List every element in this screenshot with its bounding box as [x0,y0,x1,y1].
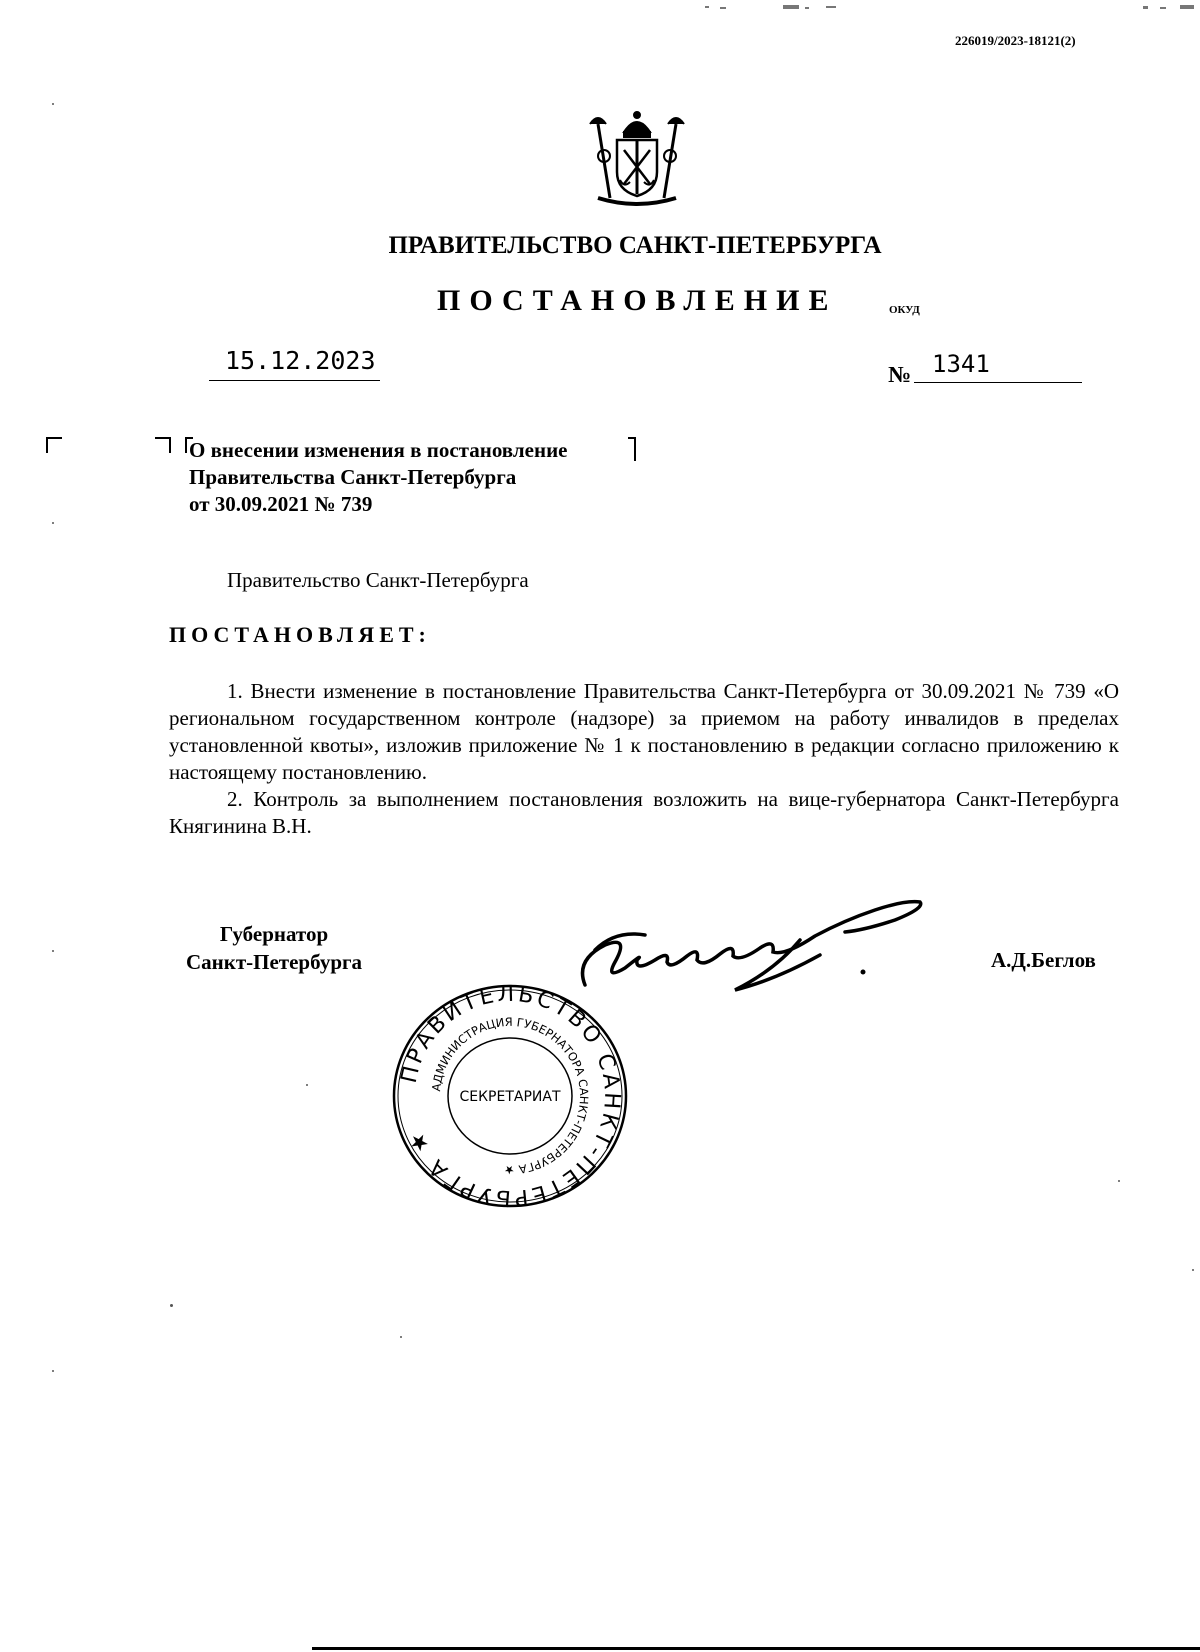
corner-mark [46,437,62,453]
scan-noise-top [0,0,1200,8]
signatory-title [169,920,379,976]
corner-mark [155,437,171,453]
subject-line: от 30.09.2021 № 739 [189,492,373,516]
scan-speck [52,103,54,105]
page-bottom-edge [312,1647,1200,1650]
scan-speck [1192,1269,1194,1271]
organization-title: ПРАВИТЕЛЬСТВО САНКТ-ПЕТЕРБУРГА [388,232,882,259]
svg-text:ПРАВИТЕЛЬСТВО САНКТ-ПЕТЕРБУРГА: ПРАВИТЕЛЬСТВО САНКТ-ПЕТЕРБУРГА ★ [396,983,625,1209]
scan-speck [52,950,54,952]
subject-line: Правительства Санкт-Петербурга [189,465,517,489]
scan-speck [1118,1180,1120,1182]
scan-speck [52,522,54,524]
preamble: Правительство Санкт-Петербурга [227,568,529,592]
scan-speck [170,1304,173,1307]
svg-text:СЕКРЕТАРИАТ: СЕКРЕТАРИАТ [459,1089,561,1105]
scan-speck [400,1336,402,1338]
official-seal-stamp [390,983,630,1209]
resolution-item: 1. Внести изменение в постановление Правительства Санкт-Петербурга от 30.09.2021 № 739 «О региональном государственном контроле (надзоре) за приемом на работу инвалидов в пределах установленной квоты», изложив приложение № 1 к постановлению в редакции согласно приложению к настоящему постановлению. [169,679,1119,784]
svg-text:АДМИНИСТРАЦИЯ ГУБЕРНАТОРА САНК: АДМИНИСТРАЦИЯ ГУБЕРНАТОРА САНКТ-ПЕТЕРБУРГА ★ [429,1014,592,1178]
scan-speck [52,1370,54,1372]
number-sign: № [888,362,912,387]
document-type: ПОСТАНОВЛЕНИЕ [437,284,838,317]
resolution-item: 2. Контроль за выполнением постановления возложить на вице-губернатора Санкт-Петербурга Княгинина В.Н. [169,787,1119,838]
document-date: 15.12.2023 [225,346,376,375]
signer-name: А.Д.Беглов [991,948,1096,972]
okud-label: ОКУД [889,304,920,316]
registration-number: 226019/2023-18121(2) [955,33,1076,48]
scan-speck [306,1084,308,1086]
signatory-title-line: Санкт-Петербурга [185,950,363,974]
coat-of-arms-icon [584,110,690,210]
corner-mark [628,437,636,461]
signatory-title-line: Губернатор [219,922,329,946]
document-number: 1341 [932,350,990,378]
document-subject [189,437,568,518]
resolves-heading: ПОСТАНОВЛЯЕТ: [169,622,431,647]
date-underline [209,380,380,381]
number-underline [914,382,1082,383]
subject-line: О внесении изменения в постановление [189,438,568,462]
resolution-body [169,678,1119,840]
